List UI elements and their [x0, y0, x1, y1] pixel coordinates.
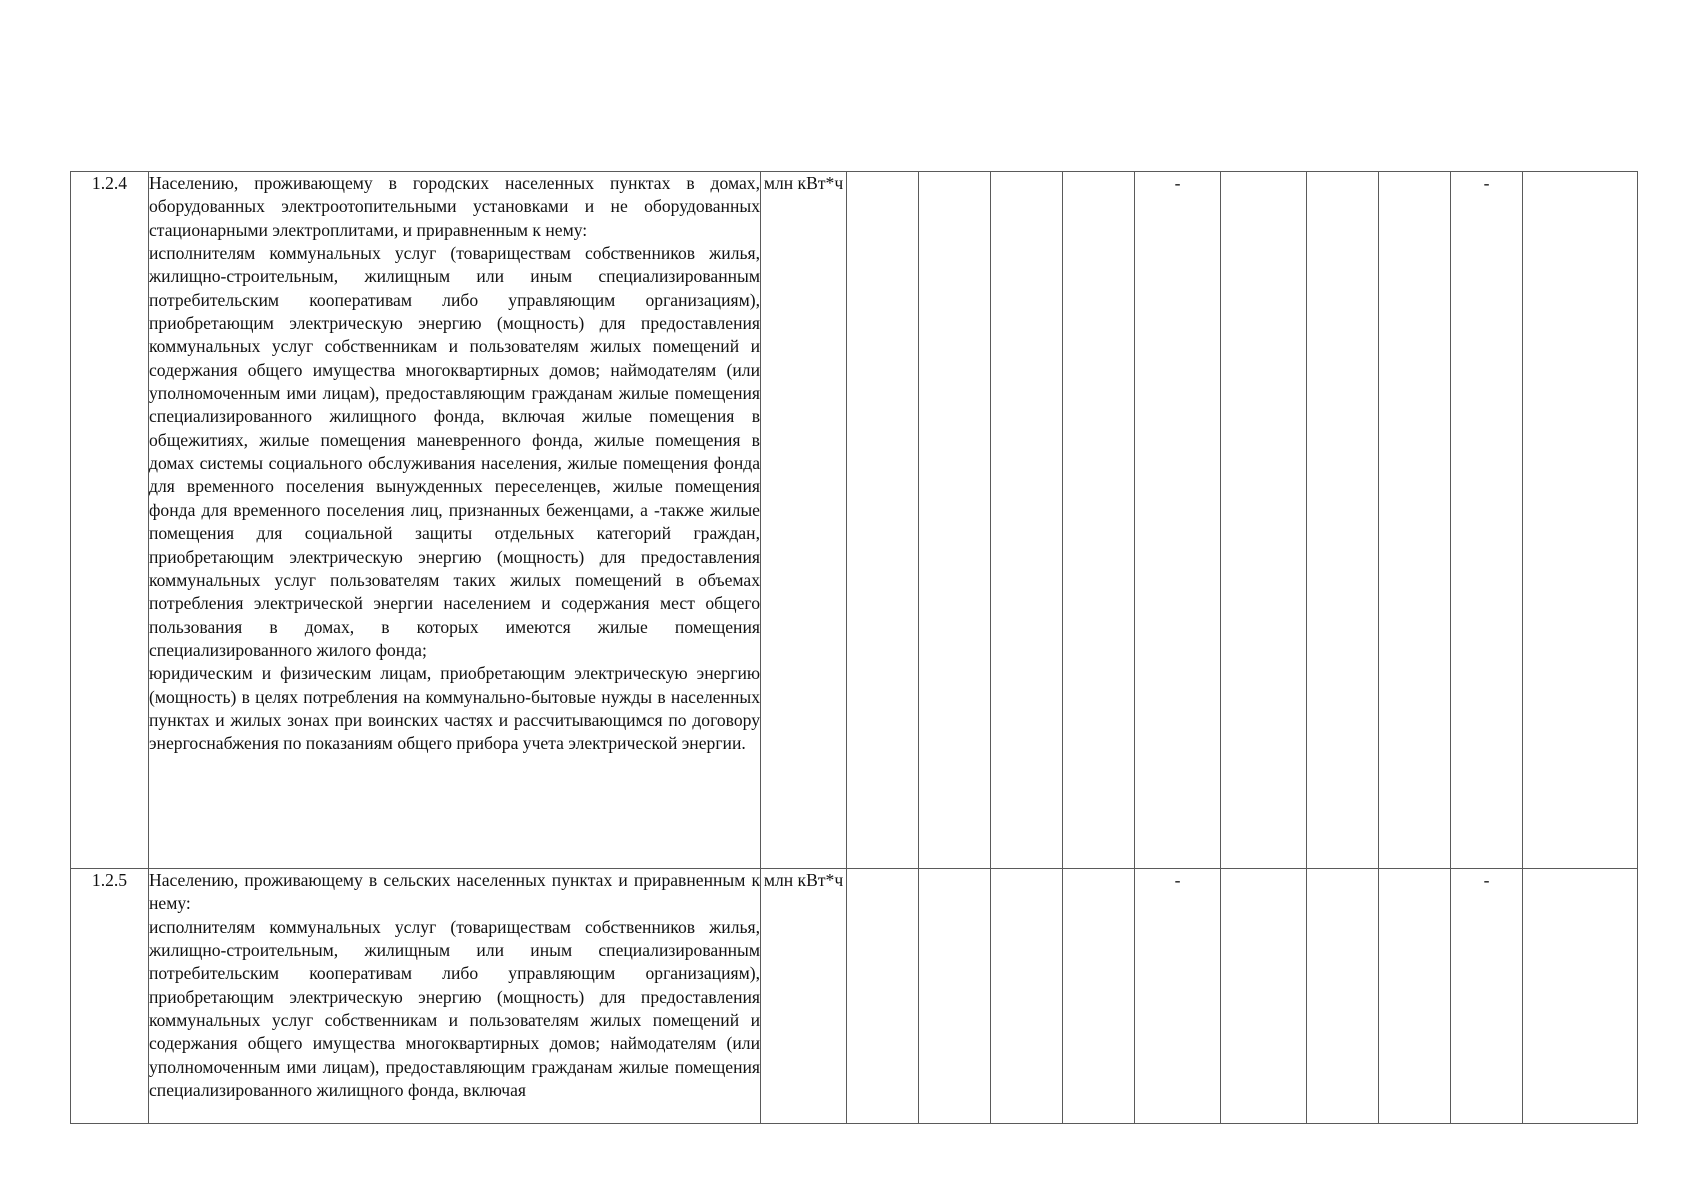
value-cell [1221, 869, 1307, 1124]
unit-cell: млн кВт*ч [761, 172, 847, 869]
row-description [149, 869, 761, 1124]
value-cell [847, 172, 919, 869]
description-paragraph: исполнителям коммунальных услуг (товариществам собственников жилья, жилищно-строительным, жилищным или иным специализированным потребительским кооперативам либо управляющим организациям), приобретающим электрическую энергию (мощность) для предоставления коммунальных услуг собственникам и пользователям жилых помещений и содержания общего имущества многоквартирных домов; наймодателям (или уполномоченным ими лицам), предоставляющим гражданам жилые помещения специализированного жилищного фонда, включая [149, 916, 760, 1101]
description-paragraph: Населению, проживающему в городских населенных пунктах в домах, оборудованных электроотопительными установками и не оборудованных стационарными электроплитами, и приравненным к нему: [149, 173, 760, 240]
description-paragraph: юридическим и физическим лицам, приобретающим электрическую энергию (мощность) в целях потребления на коммунально-бытовые нужды в населенных пунктах и жилых зонах при воинских частях и рассчитывающимся по договору энергоснабжения по показаниям общего прибора учета электрической энергии. [149, 663, 760, 754]
value-cell [1307, 869, 1379, 1124]
value-cell [991, 869, 1063, 1124]
tariff-volume-table [70, 171, 1638, 1124]
value-cell: - [1451, 869, 1523, 1124]
row-number: 1.2.4 [71, 172, 149, 869]
value-cell [919, 869, 991, 1124]
value-cell [1379, 172, 1451, 869]
value-cell [1379, 869, 1451, 1124]
value-cell [1221, 172, 1307, 869]
description-paragraph: исполнителям коммунальных услуг (товариществам собственников жилья, жилищно-строительным, жилищным или иным специализированным потребительским кооперативам либо управляющим организациям), приобретающим электрическую энергию (мощность) для предоставления коммунальных услуг собственникам и пользователям жилых помещений и содержания общего имущества многоквартирных домов; наймодателям (или уполномоченным ими лицам), предоставляющим гражданам жилые помещения специализированного жилищного фонда, включая жилые помещения в общежитиях, жилые помещения маневренного фонда, жилые помещения в домах системы социального обслуживания населения, жилые помещения фонда для временного поселения вынужденных переселенцев, жилые помещения фонда для временного поселения лиц, признанных беженцами, а -также жилые помещения для социальной защиты отдельных категорий граждан, приобретающим электрическую энергию (мощность) для предоставления коммунальных услуг пользователям таких жилых помещений в объемах потребления электрической энергии населением и содержания мест общего пользования в домах, в которых имеются жилые помещения специализированного жилого фонда; [149, 243, 760, 660]
table-row [71, 869, 1638, 1124]
value-cell [991, 172, 1063, 869]
value-cell: - [1451, 172, 1523, 869]
value-cell [847, 869, 919, 1124]
value-cell: - [1135, 869, 1221, 1124]
row-description [149, 172, 761, 869]
value-cell [1523, 172, 1638, 869]
value-cell [1063, 172, 1135, 869]
value-cell [1307, 172, 1379, 869]
value-cell [1523, 869, 1638, 1124]
value-cell: - [1135, 172, 1221, 869]
unit-cell: млн кВт*ч [761, 869, 847, 1124]
value-cell [919, 172, 991, 869]
row-number: 1.2.5 [71, 869, 149, 1124]
value-cell [1063, 869, 1135, 1124]
description-paragraph: Населению, проживающему в сельских населенных пунктах и приравненным к нему: [149, 870, 760, 914]
table-row [71, 172, 1638, 869]
